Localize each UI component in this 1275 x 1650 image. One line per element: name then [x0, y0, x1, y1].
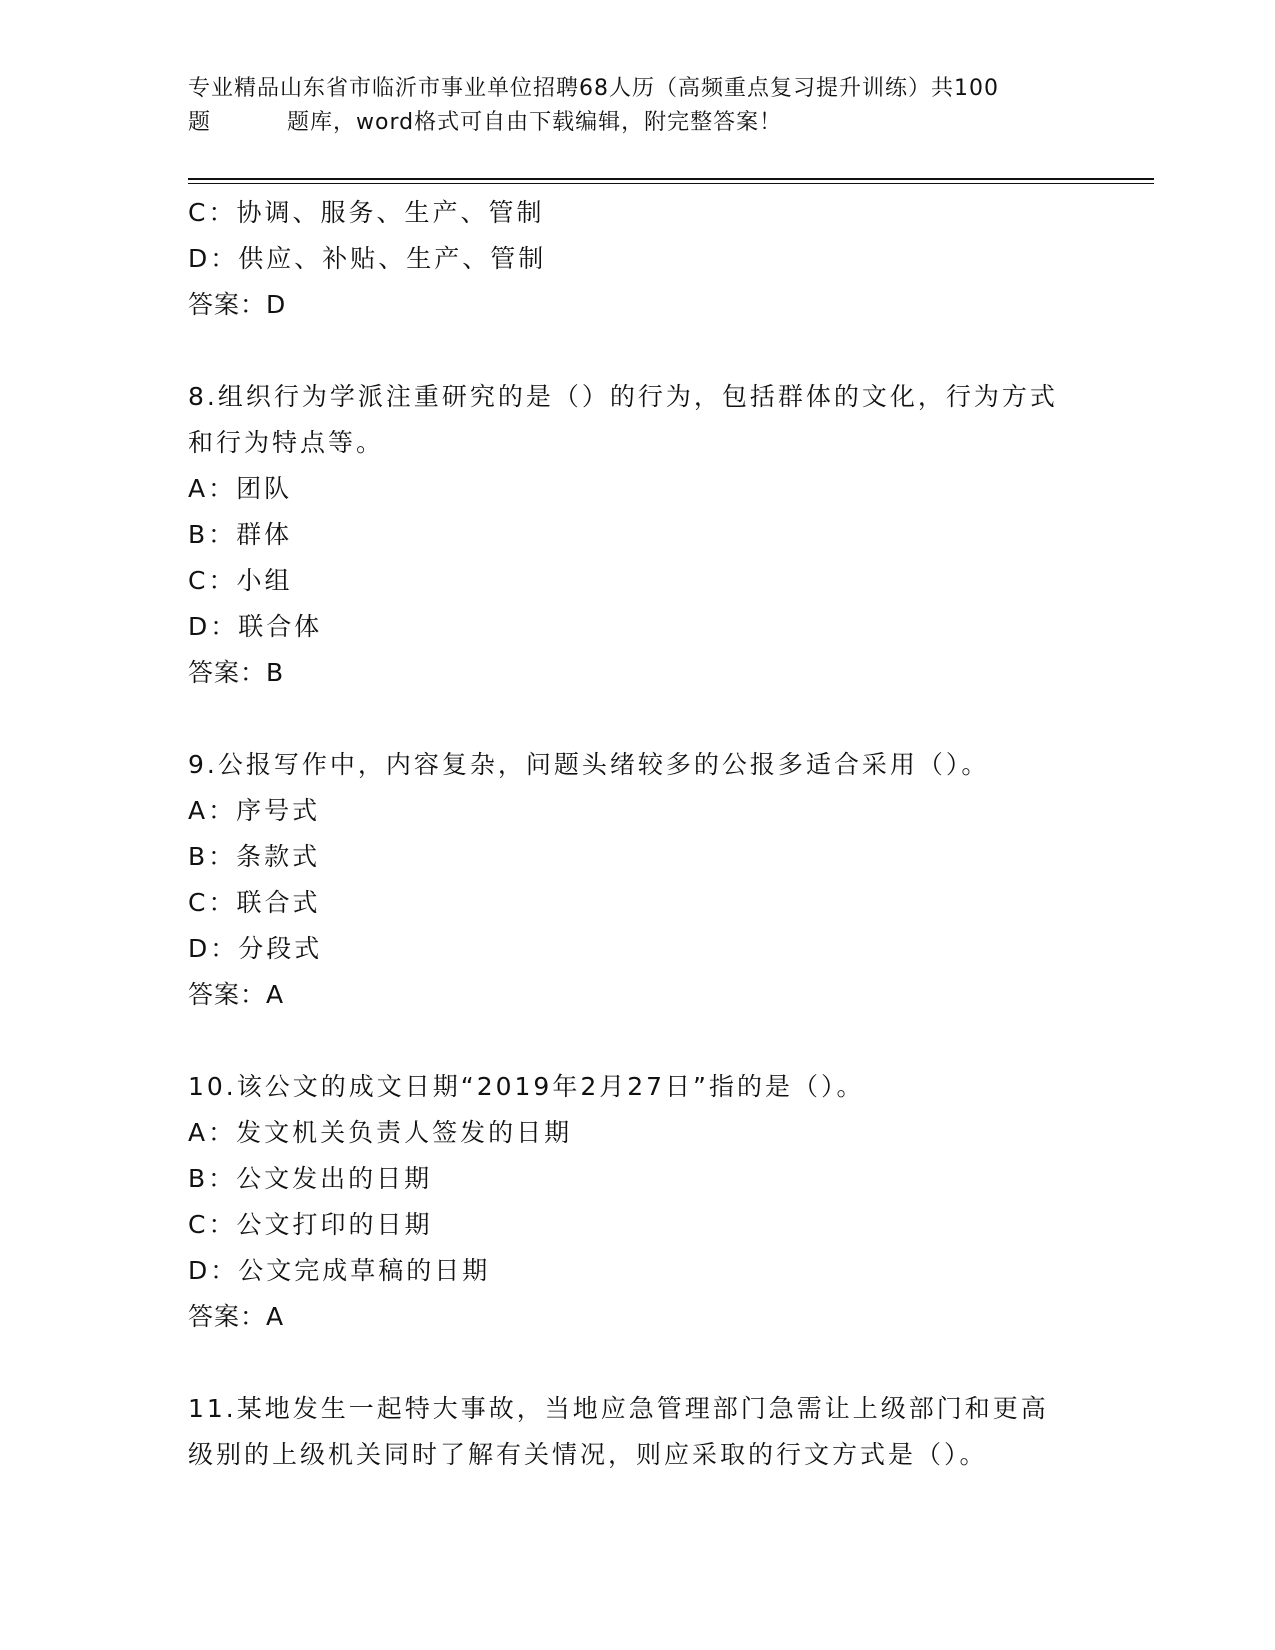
- option-line: A：序号式: [188, 796, 321, 825]
- answer-line: 答案：A: [188, 1302, 285, 1331]
- answer-line: 答案：A: [188, 980, 285, 1009]
- answer-line: 答案：B: [188, 658, 285, 687]
- question-text: 10.该公文的成文日期“2019年2月27日”指的是（）。: [188, 1072, 865, 1101]
- option-line: C：联合式: [188, 888, 321, 917]
- header-title-line2: [188, 106, 1088, 140]
- option-line: C：公文打印的日期: [188, 1210, 433, 1239]
- option-line: B：群体: [188, 520, 293, 549]
- option-line: C：协调、服务、生产、管制: [188, 198, 545, 227]
- option-line: A：团队: [188, 474, 293, 503]
- option-line: B：公文发出的日期: [188, 1164, 433, 1193]
- question-text: 11.某地发生一起特大事故，当地应急管理部门急需让上级部门和更高级别的上级机关同时了解有关情况，则应采取的行文方式是（）。: [188, 1394, 1049, 1469]
- question-content: [188, 190, 1088, 1478]
- question-text: 9.公报写作中，内容复杂，问题头绪较多的公报多适合采用（）。: [188, 750, 990, 779]
- option-line: D：供应、补贴、生产、管制: [188, 244, 547, 273]
- answer-line: 答案：D: [188, 290, 287, 319]
- question-text: 8.组织行为学派注重研究的是（）的行为，包括群体的文化，行为方式和行为特点等。: [188, 382, 1058, 457]
- header-divider-thick: [188, 178, 1154, 180]
- option-line: D：分段式: [188, 934, 323, 963]
- header-title-line2-left: 题: [188, 110, 212, 135]
- document-header: [188, 72, 1088, 140]
- option-line: D：公文完成草稿的日期: [188, 1256, 491, 1285]
- option-line: C：小组: [188, 566, 293, 595]
- option-line: D：联合体: [188, 612, 323, 641]
- option-line: A：发文机关负责人签发的日期: [188, 1118, 573, 1147]
- header-title-line2-right: 题库，word格式可自由下载编辑，附完整答案！: [287, 110, 783, 135]
- header-title-line1: 专业精品山东省市临沂市事业单位招聘68人历（高频重点复习提升训练）共100: [188, 76, 999, 101]
- option-line: B：条款式: [188, 842, 321, 871]
- header-divider-thin: [188, 183, 1154, 184]
